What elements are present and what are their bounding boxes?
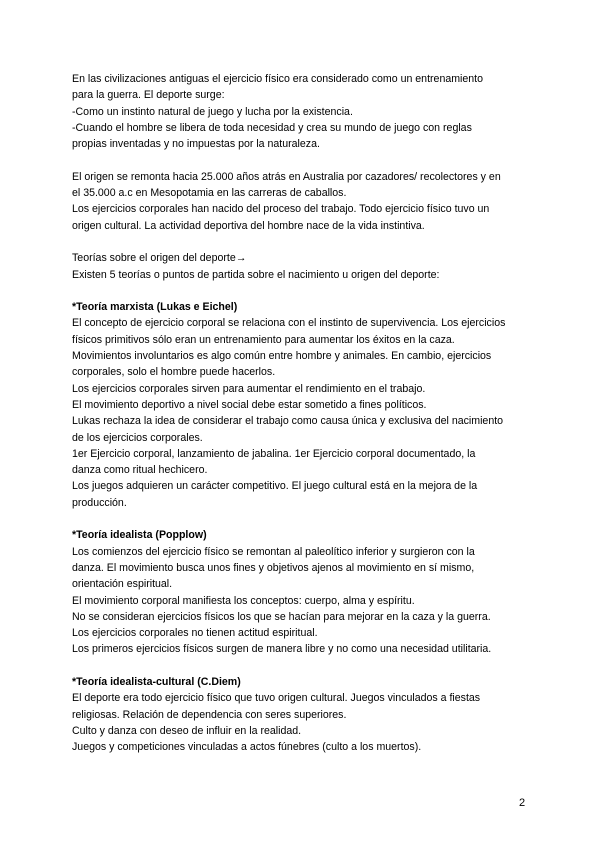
origin-paragraph bbox=[72, 169, 532, 234]
text-line: Teorías sobre el origen del deporte→ bbox=[72, 252, 247, 265]
section-heading: *Teoría idealista-cultural (C.Diem) bbox=[72, 675, 241, 688]
text-line: danza como ritual hechicero. bbox=[72, 464, 208, 477]
text-line: Los ejercicios corporales no tienen actitud espiritual. bbox=[72, 627, 318, 640]
paragraph-spacer bbox=[72, 234, 532, 250]
text-line: El deporte era todo ejercicio físico que tuvo origen cultural. Juegos vinculados a fiestas bbox=[72, 692, 481, 705]
text-line: En las civilizaciones antiguas el ejercicio físico era considerado como un entrenamiento bbox=[72, 73, 484, 85]
text-line: danza. El movimiento busca unos fines y objetivos ajenos al movimiento en sí mismo, bbox=[72, 561, 475, 574]
text-line: de los ejercicios corporales. bbox=[72, 431, 203, 444]
paragraph-spacer bbox=[72, 152, 532, 168]
text-line: Los comienzos del ejercicio físico se remontan al paleolítico inferior y surgieron con la bbox=[72, 545, 475, 558]
idealist-cultural-theory-section bbox=[72, 674, 532, 755]
page-number: 2 bbox=[519, 797, 526, 809]
text-line: origen cultural. La actividad deportiva del hombre nace de la vida instintiva. bbox=[72, 219, 425, 232]
text-line: Los juegos adquieren un carácter competitivo. El juego cultural está en la mejora de la bbox=[72, 480, 478, 493]
text-line: Movimientos involuntarios es algo común entre hombre y animales. En cambio, ejercicios bbox=[72, 350, 492, 363]
marxist-theory-section bbox=[72, 299, 532, 511]
text-line: propias inventadas y no impuestas por la naturaleza. bbox=[72, 138, 320, 151]
text-line: -Como un instinto natural de juego y lucha por la existencia. bbox=[72, 105, 353, 118]
text-line: religiosas. Relación de dependencia con seres superiores. bbox=[72, 708, 347, 721]
text-line: Los ejercicios corporales han nacido del proceso del trabajo. Todo ejercicio físico tuvo un bbox=[72, 203, 490, 216]
text-line: El movimiento deportivo a nivel social debe estar sometido a fines políticos. bbox=[72, 398, 427, 411]
text-line: El concepto de ejercicio corporal se relaciona con el instinto de supervivencia. Los ejercicios bbox=[72, 317, 506, 330]
text-line: -Cuando el hombre se libera de toda necesidad y crea su mundo de juego con reglas bbox=[72, 121, 472, 134]
paragraph-spacer bbox=[72, 283, 532, 299]
section-heading: *Teoría idealista (Popplow) bbox=[72, 529, 207, 542]
text-line: Existen 5 teorías o puntos de partida sobre el nacimiento u origen del deporte: bbox=[72, 268, 440, 281]
text-line: 1er Ejercicio corporal, lanzamiento de jabalina. 1er Ejercicio corporal documentado, la bbox=[72, 447, 476, 460]
idealist-theory-section bbox=[72, 527, 532, 657]
text-line: producción. bbox=[72, 496, 127, 509]
text-line: No se consideran ejercicios físicos los que se hacían para mejorar en la caza y la guerra. bbox=[72, 610, 491, 623]
document-page bbox=[72, 71, 532, 755]
intro-paragraph bbox=[72, 71, 532, 152]
text-line: para la guerra. El deporte surge: bbox=[72, 89, 225, 102]
text-line: Los primeros ejercicios físicos surgen de manera libre y no como una necesidad utilitaria. bbox=[72, 643, 492, 656]
text-line: corporales, solo el hombre puede hacerlos. bbox=[72, 366, 276, 379]
text-line: Culto y danza con deseo de influir en la realidad. bbox=[72, 724, 302, 737]
text-line: El movimiento corporal manifiesta los conceptos: cuerpo, alma y espíritu. bbox=[72, 594, 415, 607]
paragraph-spacer bbox=[72, 511, 532, 527]
text-line: Juegos y competiciones vinculadas a actos fúnebres (culto a los muertos). bbox=[72, 741, 422, 754]
text-line: Lukas rechaza la idea de considerar el trabajo como causa única y exclusiva del nacimiento bbox=[72, 415, 504, 428]
text-line: el 35.000 a.c en Mesopotamia en las carreras de caballos. bbox=[72, 187, 347, 200]
section-heading: *Teoría marxista (Lukas e Eichel) bbox=[72, 301, 238, 314]
text-line: físicos primitivos sólo eran un entrenamiento para aumentar los éxitos en la caza. bbox=[72, 333, 455, 346]
text-line: orientación espiritual. bbox=[72, 578, 173, 591]
text-line: Los ejercicios corporales sirven para aumentar el rendimiento en el trabajo. bbox=[72, 382, 426, 395]
paragraph-spacer bbox=[72, 658, 532, 674]
theories-intro-paragraph bbox=[72, 250, 532, 283]
text-line: El origen se remonta hacia 25.000 años atrás en Australia por cazadores/ recolectores y en bbox=[72, 170, 501, 183]
